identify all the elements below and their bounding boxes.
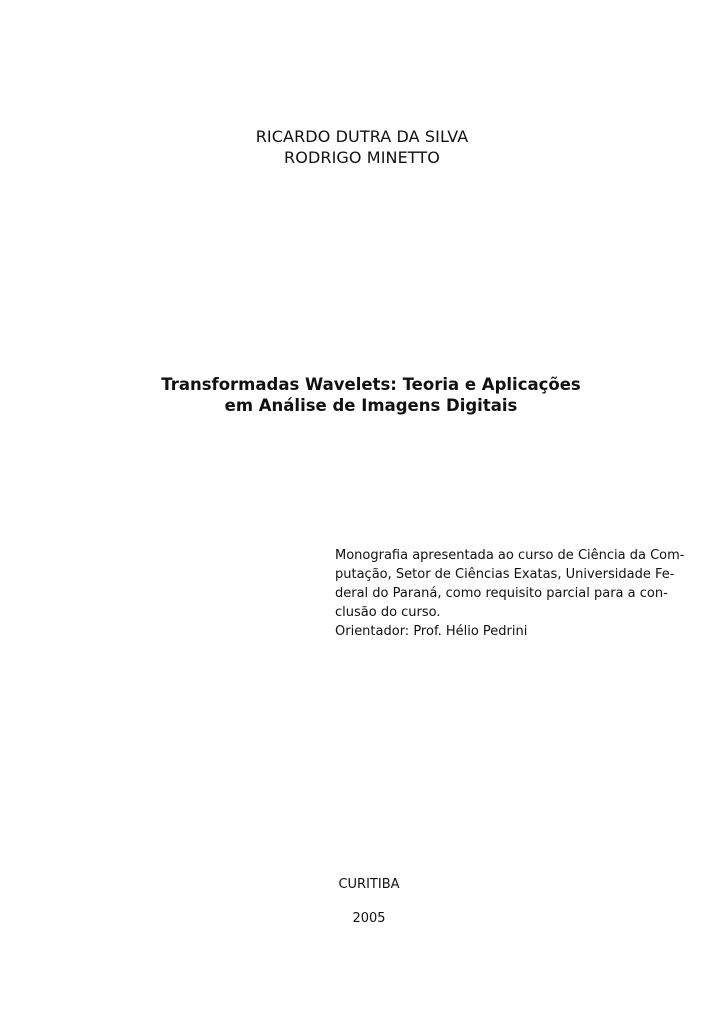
- title-line: Transformadas Wavelets: Teoria e Aplicações: [161, 375, 581, 394]
- city-name: CURITIBA: [338, 877, 400, 892]
- document-title: [0, 374, 724, 416]
- author-name: RICARDO DUTRA DA SILVA: [255, 127, 469, 146]
- description-line: putação, Setor de Ciências Exatas, Universidade Fe-: [335, 567, 675, 582]
- author-block: [0, 126, 724, 168]
- description-line: deral do Paraná, como requisito parcial para a con-: [335, 586, 668, 601]
- author-name: RODRIGO MINETTO: [284, 148, 440, 167]
- title-line: em Análise de Imagens Digitais: [224, 396, 518, 415]
- advisor-line: Orientador: Prof. Hélio Pedrini: [335, 624, 528, 639]
- monograph-description: [335, 546, 685, 641]
- description-line: clusão do curso.: [335, 605, 441, 620]
- description-line: Monografia apresentada ao curso de Ciência da Com-: [335, 548, 685, 563]
- publication-year: 2005: [352, 911, 386, 926]
